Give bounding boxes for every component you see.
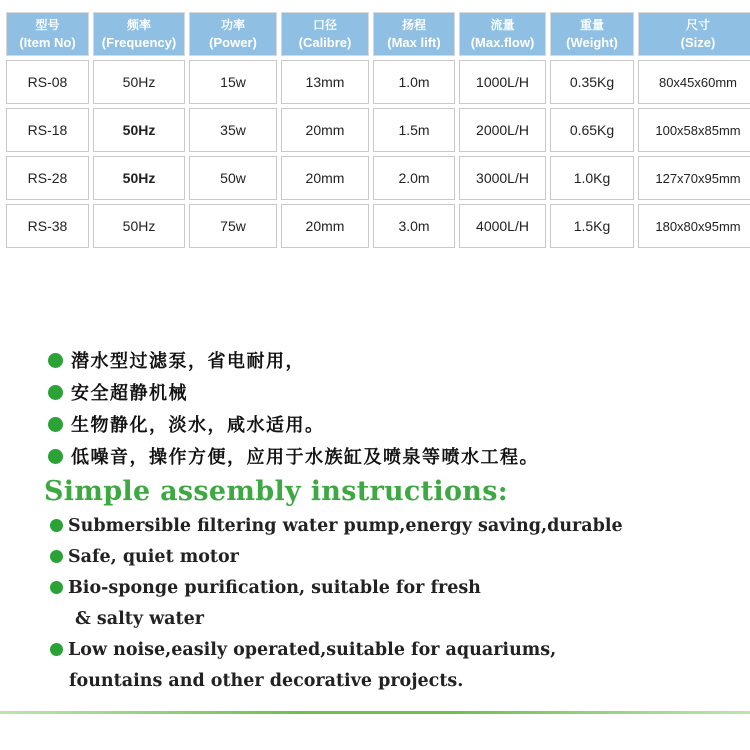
bottom-divider bbox=[0, 711, 750, 714]
header-max-flow bbox=[459, 12, 546, 56]
instructions-list bbox=[50, 510, 623, 696]
cell-weight: 0.65Kg bbox=[550, 108, 634, 152]
header-en: (Max lift) bbox=[387, 35, 441, 50]
header-en: (Power) bbox=[209, 35, 257, 50]
cell-weight: 1.5Kg bbox=[550, 204, 634, 248]
header-en: (Item No) bbox=[19, 35, 76, 50]
cell-item-no: RS-38 bbox=[6, 204, 89, 248]
cell-max-flow: 3000L/H bbox=[459, 156, 546, 200]
header-zh: 重量 bbox=[579, 18, 604, 32]
header-zh: 频率 bbox=[126, 18, 151, 32]
header-zh: 功率 bbox=[220, 18, 245, 32]
cell-calibre: 20mm bbox=[281, 108, 369, 152]
feature-text: 生物静化，淡水，咸水适用。 bbox=[71, 415, 325, 436]
cell-power: 50w bbox=[189, 156, 277, 200]
feature-item bbox=[48, 376, 539, 408]
cell-max-lift: 1.5m bbox=[373, 108, 455, 152]
green-bullet-icon bbox=[50, 519, 63, 532]
feature-item bbox=[48, 440, 539, 472]
cell-max-flow: 4000L/H bbox=[459, 204, 546, 248]
instruction-text: fountains and other decorative projects. bbox=[69, 670, 464, 691]
green-bullet-icon bbox=[50, 643, 63, 656]
header-en: (Weight) bbox=[566, 35, 618, 50]
cell-size: 127x70x95mm bbox=[638, 156, 750, 200]
cell-item-no: RS-28 bbox=[6, 156, 89, 200]
instruction-text: Low noise,easily operated,suitable for aquariums, bbox=[68, 639, 557, 660]
cell-calibre: 20mm bbox=[281, 204, 369, 248]
header-zh: 流量 bbox=[490, 18, 515, 32]
header-en: (Size) bbox=[680, 35, 716, 50]
header-max-lift bbox=[373, 12, 455, 56]
instruction-continuation bbox=[50, 665, 623, 696]
feature-list-zh bbox=[48, 344, 539, 472]
header-calibre bbox=[281, 12, 369, 56]
instruction-item bbox=[50, 510, 623, 541]
cell-max-flow: 1000L/H bbox=[459, 60, 546, 104]
cell-max-lift: 1.0m bbox=[373, 60, 455, 104]
cell-size: 80x45x60mm bbox=[638, 60, 750, 104]
header-zh: 尺寸 bbox=[685, 18, 710, 32]
cell-frequency: 50Hz bbox=[93, 204, 185, 248]
instruction-text: Submersible filtering water pump,energy saving,durable bbox=[68, 515, 623, 536]
cell-item-no: RS-18 bbox=[6, 108, 89, 152]
instruction-continuation bbox=[50, 603, 623, 634]
cell-calibre: 13mm bbox=[281, 60, 369, 104]
green-bullet-icon bbox=[48, 449, 63, 464]
cell-max-flow: 2000L/H bbox=[459, 108, 546, 152]
green-bullet-icon bbox=[50, 581, 63, 594]
header-zh: 扬程 bbox=[401, 18, 426, 32]
cell-frequency: 50Hz bbox=[93, 108, 185, 152]
feature-text: 安全超静机械 bbox=[71, 383, 188, 404]
header-frequency bbox=[93, 12, 185, 56]
instruction-text: Bio-sponge purification, suitable for fresh bbox=[68, 577, 481, 598]
header-zh: 型号 bbox=[35, 18, 60, 32]
header-item-no bbox=[6, 12, 89, 56]
spec-table bbox=[6, 12, 744, 248]
cell-frequency: 50Hz bbox=[93, 156, 185, 200]
header-zh: 口径 bbox=[312, 18, 337, 32]
cell-power: 15w bbox=[189, 60, 277, 104]
instruction-text: & salty water bbox=[75, 608, 204, 629]
feature-text: 潜水型过滤泵，省电耐用， bbox=[71, 351, 305, 372]
green-bullet-icon bbox=[48, 353, 63, 368]
instruction-item bbox=[50, 572, 623, 603]
header-en: (Max.flow) bbox=[470, 35, 535, 50]
instruction-text: Safe, quiet motor bbox=[68, 546, 239, 567]
header-size bbox=[638, 12, 750, 56]
cell-max-lift: 3.0m bbox=[373, 204, 455, 248]
instructions-heading: Simple assembly instructions: bbox=[44, 476, 508, 507]
green-bullet-icon bbox=[50, 550, 63, 563]
header-en: (Frequency) bbox=[101, 35, 177, 50]
cell-frequency: 50Hz bbox=[93, 60, 185, 104]
cell-size: 100x58x85mm bbox=[638, 108, 750, 152]
feature-text: 低噪音，操作方便，应用于水族缸及喷泉等喷水工程。 bbox=[71, 447, 539, 468]
cell-item-no: RS-08 bbox=[6, 60, 89, 104]
feature-item bbox=[48, 408, 539, 440]
green-bullet-icon bbox=[48, 417, 63, 432]
cell-power: 35w bbox=[189, 108, 277, 152]
header-power bbox=[189, 12, 277, 56]
instruction-item bbox=[50, 541, 623, 572]
green-bullet-icon bbox=[48, 385, 63, 400]
header-weight bbox=[550, 12, 634, 56]
feature-item bbox=[48, 344, 539, 376]
cell-max-lift: 2.0m bbox=[373, 156, 455, 200]
header-en: (Calibre) bbox=[298, 35, 352, 50]
cell-size: 180x80x95mm bbox=[638, 204, 750, 248]
cell-power: 75w bbox=[189, 204, 277, 248]
cell-weight: 0.35Kg bbox=[550, 60, 634, 104]
cell-weight: 1.0Kg bbox=[550, 156, 634, 200]
instruction-item bbox=[50, 634, 623, 665]
cell-calibre: 20mm bbox=[281, 156, 369, 200]
